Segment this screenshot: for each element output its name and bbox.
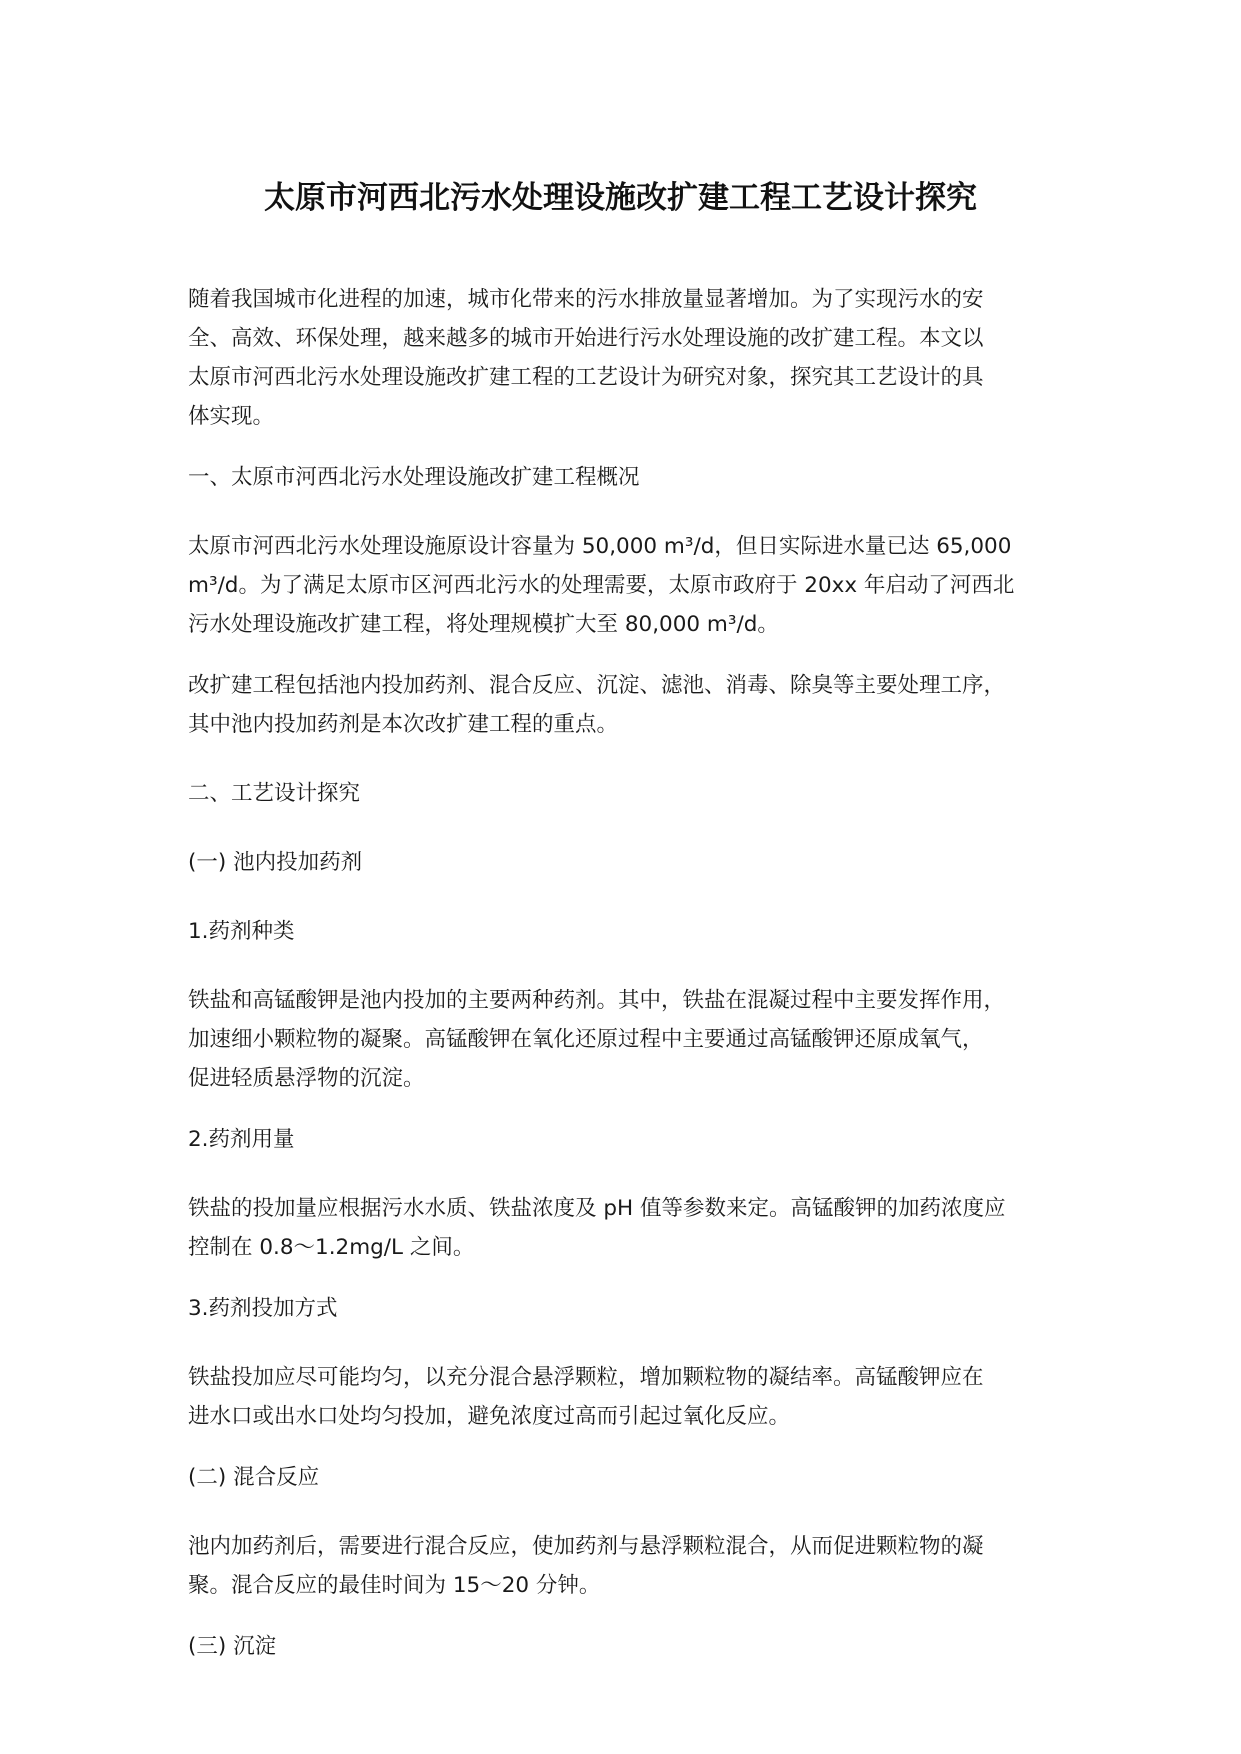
text-line: 铁盐的投加量应根据污水水质、铁盐浓度及 pH 值等参数来定。高锰酸钾的加药浓度应 [188, 1196, 1006, 1221]
body-paragraph [188, 666, 1068, 744]
document-title: 太原市河西北污水处理设施改扩建工程工艺设计探究 [264, 180, 977, 216]
text-line: 改扩建工程包括池内投加药剂、混合反应、沉淀、滤池、消毒、除臭等主要处理工序， [188, 673, 1006, 698]
text-line: 污水处理设施改扩建工程，将处理规模扩大至 80,000 m³/d。 [188, 612, 779, 637]
text-line: 铁盐投加应尽可能均匀，以充分混合悬浮颗粒，增加颗粒物的凝结率。高锰酸钾应在 [188, 1365, 984, 1390]
body-paragraph [188, 1527, 1068, 1605]
section-heading: 一、太原市河西北污水处理设施改扩建工程概况 [188, 465, 640, 490]
body-paragraph [188, 981, 1068, 1098]
text-line: 太原市河西北污水处理设施改扩建工程的工艺设计为研究对象，探究其工艺设计的具 [188, 365, 984, 390]
item-heading: 1.药剂种类 [188, 919, 295, 944]
item-heading: 2.药剂用量 [188, 1127, 295, 1152]
text-line: 随着我国城市化进程的加速，城市化带来的污水排放量显著增加。为了实现污水的安 [188, 287, 984, 312]
subsection-heading: (二) 混合反应 [188, 1465, 320, 1490]
text-line: 体实现。 [188, 404, 275, 429]
body-paragraph [188, 527, 1068, 644]
body-paragraph [188, 1358, 1068, 1436]
item-heading: 3.药剂投加方式 [188, 1296, 338, 1321]
body-paragraph [188, 1189, 1068, 1267]
text-line: 铁盐和高锰酸钾是池内投加的主要两种药剂。其中，铁盐在混凝过程中主要发挥作用， [188, 988, 1006, 1013]
text-line: 加速细小颗粒物的凝聚。高锰酸钾在氧化还原过程中主要通过高锰酸钾还原成氧气， [188, 1027, 984, 1052]
text-line: m³/d。为了满足太原市区河西北污水的处理需要，太原市政府于 20xx 年启动了河西北 [188, 573, 1015, 598]
text-line: 控制在 0.8～1.2mg/L 之间。 [188, 1235, 475, 1260]
subsection-heading: (三) 沉淀 [188, 1634, 277, 1659]
intro-paragraph [188, 280, 1068, 436]
text-line: 聚。混合反应的最佳时间为 15～20 分钟。 [188, 1573, 601, 1598]
text-line: 全、高效、环保处理，越来越多的城市开始进行污水处理设施的改扩建工程。本文以 [188, 326, 984, 351]
text-line: 太原市河西北污水处理设施原设计容量为 50,000 m³/d，但日实际进水量已达 65,000 [188, 534, 1012, 559]
text-line: 池内加药剂后，需要进行混合反应，使加药剂与悬浮颗粒混合，从而促进颗粒物的凝 [188, 1534, 984, 1559]
text-line: 促进轻质悬浮物的沉淀。 [188, 1066, 425, 1091]
text-line: 其中池内投加药剂是本次改扩建工程的重点。 [188, 712, 619, 737]
subsection-heading: (一) 池内投加药剂 [188, 850, 363, 875]
text-line: 进水口或出水口处均匀投加，避免浓度过高而引起过氧化反应。 [188, 1404, 791, 1429]
section-heading: 二、工艺设计探究 [188, 781, 361, 806]
document-body [188, 280, 1068, 1696]
